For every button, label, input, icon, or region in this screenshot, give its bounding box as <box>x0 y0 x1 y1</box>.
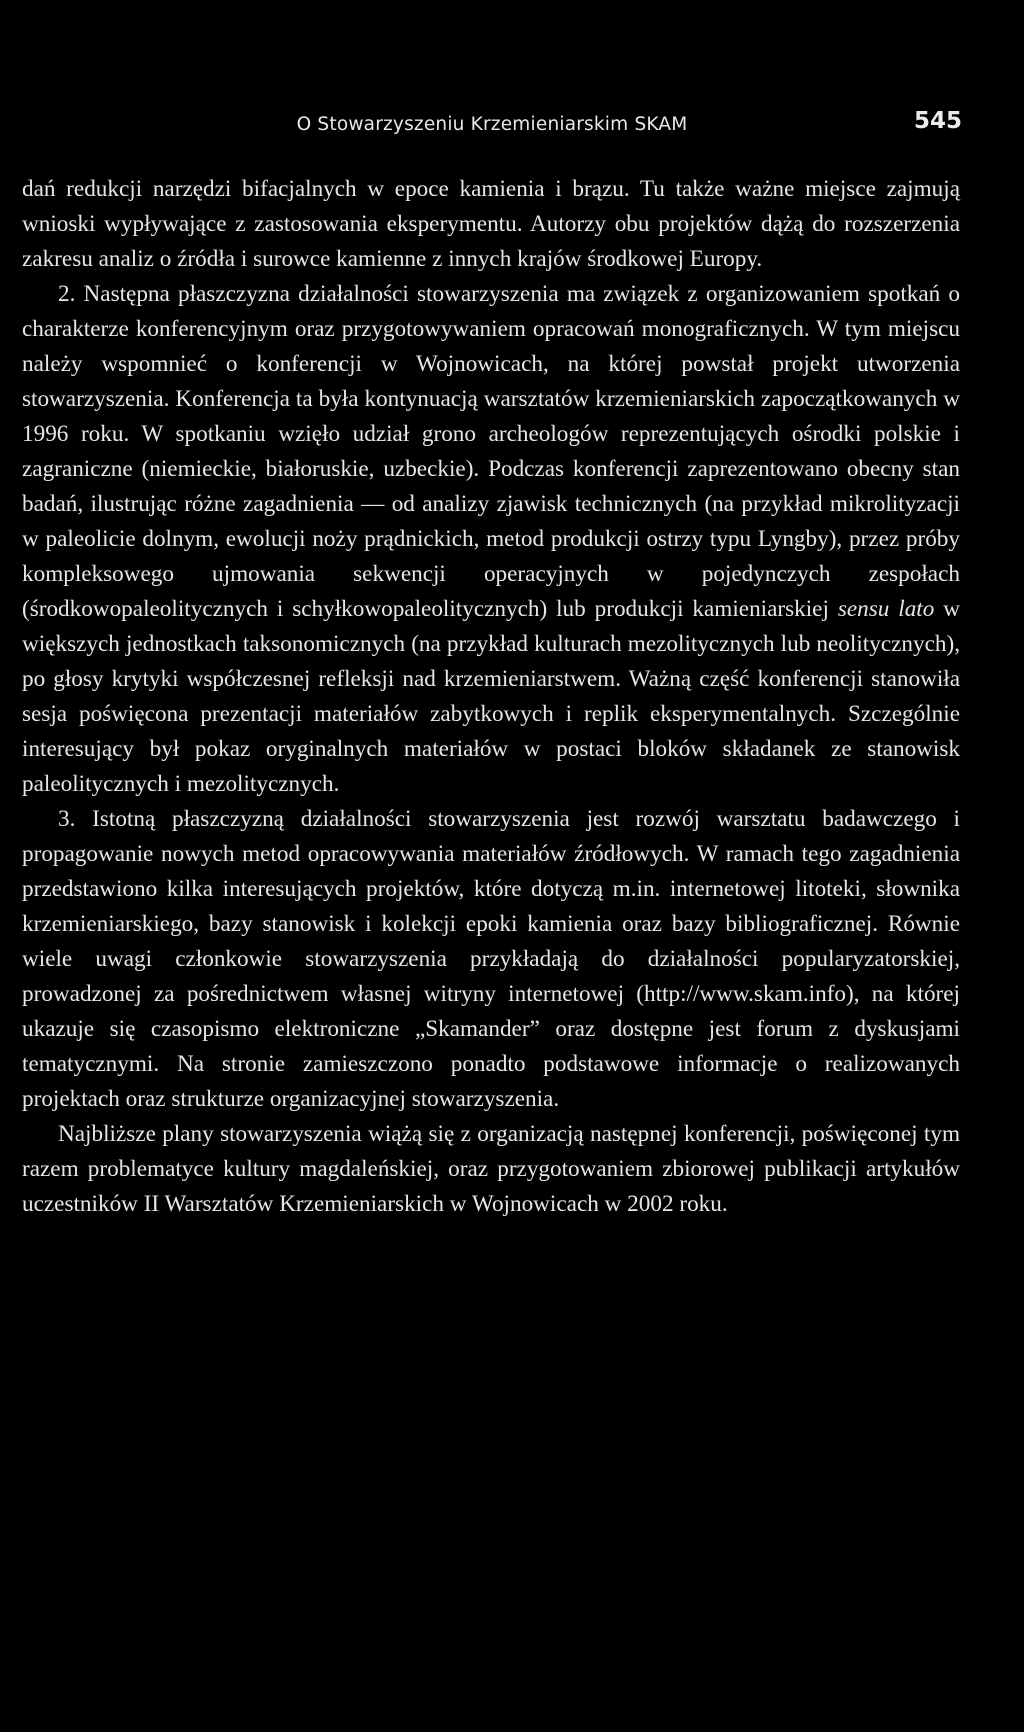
italic-phrase: sensu lato <box>837 596 935 622</box>
paragraph-text: dań redukcji narzędzi bifacjalnych w epoce kamienia i brązu. Tu także ważne miejsce zajmują wnioski wypływające z zastosowania eksperymentu. Autorzy obu projektów dążą do rozszerzenia zakresu analiz o źródła i surowce kamienne z innych krajów środkowej Europy. <box>22 176 960 272</box>
paragraph-closing <box>22 1117 960 1222</box>
body-text <box>22 172 960 1222</box>
running-title: O Stowarzyszeniu Krzemieniarskim SKAM <box>296 114 688 135</box>
paragraph-text: 2. Następna płaszczyzna działalności stowarzyszenia ma związek z organizowaniem spotkań o charakterze konferencyjnym oraz przygotowywaniem opracowań monograficznych. W tym miejscu należy wspomnieć o konferencji w Wojnowicach, na której powstał projekt utworzenia stowarzyszenia. Konferencja ta była kontynuacją warsztatów krzemieniarskich zapoczątkowanych w 1996 roku. W spotkaniu wzięło udział grono archeologów reprezentujących ośrodki polskie i zagraniczne (niemieckie, białoruskie, uzbeckie). Podczas konferencji zaprezentowano obecny stan badań, ilustrując różne zagadnienia — od analizy zjawisk technicznych (na przykład mikrolityzacji w paleolicie dolnym, ewolucji noży prądnickich, metod produkcji ostrzy typu Lyngby), przez próby kompleksowego ujmowania sekwencji operacyjnych w pojedynczych zespołach (środkowopaleolitycznych i schyłkowopaleolitycznych) lub produkcji kamieniarskiej <box>22 281 960 622</box>
paragraph-2 <box>22 277 960 802</box>
paragraph-continuation <box>22 172 960 277</box>
paragraph-text: Najbliższe plany stowarzyszenia wiążą się z organizacją następnej konferencji, poświęconej tym razem problematyce kultury magdaleńskiej, oraz przygotowaniem zbiorowej publikacji artykułów uczestników II Warsztatów Krzemieniarskich w Wojnowicach w 2002 roku. <box>22 1121 960 1217</box>
page-header <box>22 108 962 148</box>
paragraph-3 <box>22 802 960 1117</box>
paragraph-text-after: w większych jednostkach taksonomicznych (na przykład kulturach mezolitycznych lub neolitycznych), po głosy krytyki współczesnej refleksji nad krzemieniarstwem. Ważną część konferencji stanowiła sesja poświęcona prezentacji materiałów zabytkowych i replik eksperymentalnych. Szczególnie interesujący był pokaz oryginalnych materiałów w postaci bloków składanek ze stanowisk paleolitycznych i mezolitycznych. <box>22 596 960 797</box>
paragraph-text: 3. Istotną płaszczyzną działalności stowarzyszenia jest rozwój warsztatu badawczego i propagowanie nowych metod opracowywania materiałów źródłowych. W ramach tego zagadnienia przedstawiono kilka interesujących projektów, które dotyczą m.in. internetowej litoteki, słownika krzemieniarskiego, bazy stanowisk i kolekcji epoki kamienia oraz bazy bibliograficznej. Równie wiele uwagi członkowie stowarzyszenia przykładają do działalności popularyzatorskiej, prowadzonej za pośrednictwem własnej witryny internetowej (http://www.skam.info), na której ukazuje się czasopismo elektroniczne „Skamander” oraz dostępne jest forum z dyskusjami tematycznymi. Na stronie zamieszczono ponadto podstawowe informacje o realizowanych projektach oraz strukturze organizacyjnej stowarzyszenia. <box>22 806 960 1112</box>
page-number: 545 <box>913 108 962 134</box>
